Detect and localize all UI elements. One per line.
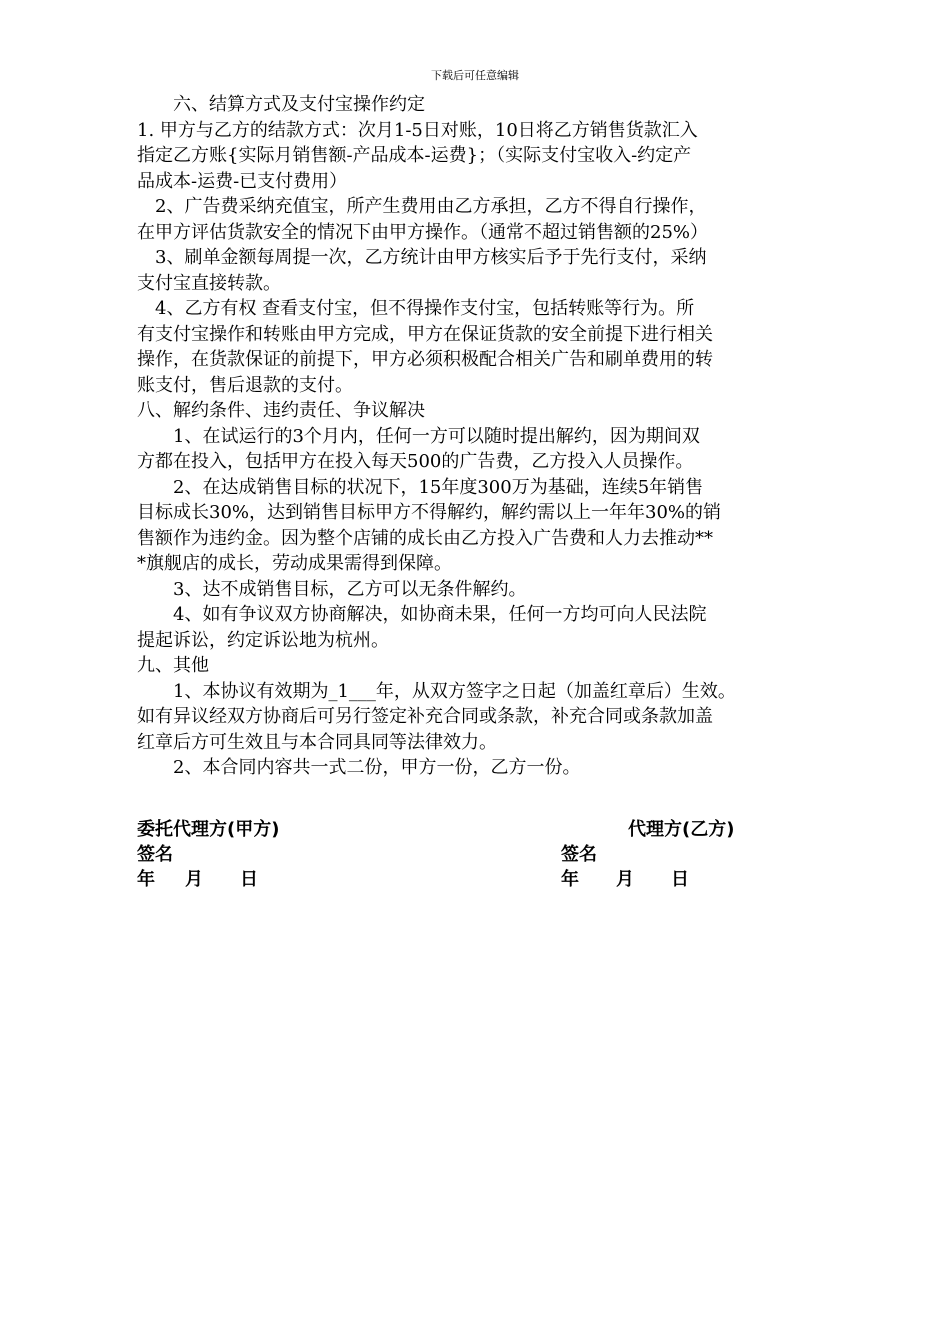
text-line: 在甲方评估货款安全的情况下由甲方操作。（通常不超过销售额的25%）	[137, 221, 709, 243]
party-a-date	[137, 865, 258, 891]
date-day: 日	[671, 869, 689, 890]
date-month: 月	[616, 869, 634, 890]
text-line: 八、解约条件、违约责任、争议解决	[137, 400, 425, 421]
text-line: 4、乙方有权 查看支付宝，但不得操作支付宝，包括转账等行为。所	[137, 298, 695, 319]
party-b-sign-label: 签名	[561, 844, 597, 865]
text-line: 九、其他	[137, 655, 209, 676]
text-line: 指定乙方账{实际月销售额-产品成本-运费}；（实际支付宝收入-约定产	[137, 145, 692, 166]
text-line: 4、如有争议双方协商解决，如协商未果，任何一方均可向人民法院	[137, 604, 707, 625]
date-day: 日	[240, 869, 258, 890]
text-line: 2、本合同内容共一式二份，甲方一份，乙方一份。	[137, 757, 581, 778]
date-month: 月	[185, 869, 203, 890]
text-line: 账支付，售后退款的支付。	[137, 374, 353, 396]
text-line: 1. 甲方与乙方的结款方式：次月1-5日对账，10日将乙方销售货款汇入	[137, 119, 698, 141]
text-line: 目标成长30%，达到销售目标甲方不得解约，解约需以上一年年30%的销	[137, 502, 722, 523]
text-line: 方都在投入，包括甲方在投入每天500的广告费，乙方投入人员操作。	[137, 451, 694, 472]
text-line: 2、广告费采纳充值宝，所产生费用由乙方承担，乙方不得自行操作，	[137, 196, 707, 217]
text-line: 支付宝直接转款。	[137, 272, 281, 294]
text-line: 操作，在货款保证的前提下，甲方必须积极配合相关广告和刷单费用的转	[137, 349, 713, 370]
text-line: 红章后方可生效且与本合同具同等法律效力。	[137, 731, 497, 753]
text-line: 2、在达成销售目标的状况下，15年度300万为基础，连续5年销售	[137, 476, 704, 498]
text-line: 1、在试运行的3个月内，任何一方可以随时提出解约，因为期间双	[137, 425, 700, 447]
text-line: 3、刷单金额每周提一次，乙方统计由甲方核实后予于先行支付，采纳	[137, 247, 707, 268]
text-line: 1、本协议有效期为_1___年，从双方签字之日起（加盖红章后）生效。	[137, 680, 736, 702]
document-body	[137, 92, 872, 781]
text-line: 六、结算方式及支付宝操作约定	[137, 94, 425, 115]
text-line: 3、达不成销售目标，乙方可以无条件解约。	[137, 578, 527, 600]
party-b-title: 代理方(乙方)	[628, 819, 735, 840]
date-year: 年	[137, 869, 155, 890]
party-a-title: 委托代理方(甲方)	[137, 819, 280, 840]
text-line: 品成本-运费-已支付费用）	[137, 170, 348, 192]
party-a-sign-label: 签名	[137, 844, 173, 865]
text-line: *旗舰店的成长，劳动成果需得到保障。	[137, 553, 452, 574]
page-header: 下载后可任意编辑	[431, 69, 519, 82]
text-line: 提起诉讼，约定诉讼地为杭州。	[137, 629, 389, 651]
text-line: 有支付宝操作和转账由甲方完成，甲方在保证货款的安全前提下进行相关	[137, 323, 713, 345]
party-b-date	[561, 865, 689, 891]
text-line: 如有异议经双方协商后可另行签定补充合同或条款，补充合同或条款加盖	[137, 706, 713, 727]
date-year: 年	[561, 869, 579, 890]
text-line: 售额作为违约金。因为整个店铺的成长由乙方投入广告费和人力去推动**	[137, 527, 713, 549]
